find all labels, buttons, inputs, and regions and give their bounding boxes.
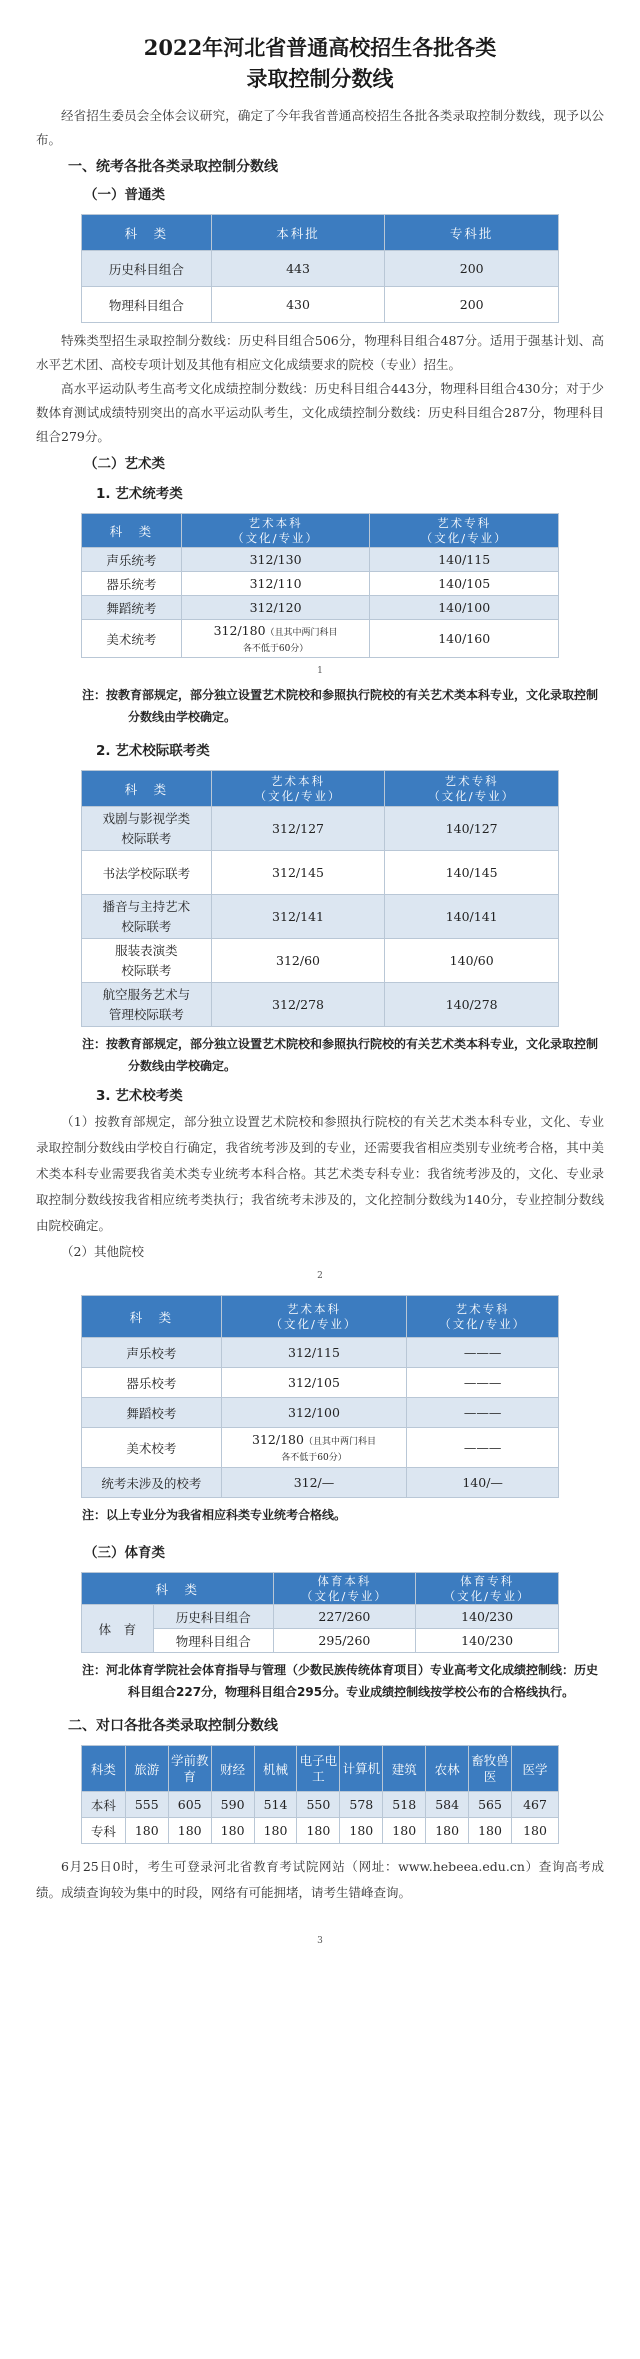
cell-footnote: （且其中两门科目 bbox=[303, 1436, 376, 1447]
header-line: 艺术专科 bbox=[455, 1301, 510, 1316]
header-line: 艺术专科 bbox=[437, 515, 492, 530]
art-unified-note: 注：按教育部规定，部分独立设置艺术院校和参照执行院校的有关艺术类本科专业，文化录取控制分数线由学校确定。 bbox=[82, 688, 599, 724]
table-header: 科 类 bbox=[82, 771, 212, 807]
table-header bbox=[370, 514, 559, 548]
table-cell: 统考未涉及的校考 bbox=[82, 1468, 222, 1498]
table-cell: 565 bbox=[469, 1792, 512, 1818]
table-header: 医学 bbox=[512, 1746, 559, 1792]
header-line: 体育本科 bbox=[317, 1573, 372, 1588]
cell-value: 312/180 bbox=[213, 622, 266, 638]
table-header: 机械 bbox=[254, 1746, 297, 1792]
table-cell: 美术统考 bbox=[82, 620, 182, 658]
table-cell: 312/145 bbox=[211, 851, 385, 895]
table-cell: 物理科目组合 bbox=[153, 1629, 273, 1653]
table-cell: 555 bbox=[125, 1792, 168, 1818]
doc-title bbox=[36, 32, 604, 94]
page-number: 1 bbox=[317, 666, 323, 676]
table-cell: ——— bbox=[407, 1428, 559, 1468]
cell-value: 312/180 bbox=[252, 1431, 304, 1447]
table-cell: 312/105 bbox=[221, 1368, 407, 1398]
cell-footnote: 各不低于60分） bbox=[242, 643, 309, 654]
section-heading-general: （一）普通类 bbox=[84, 187, 165, 203]
art-unified-table bbox=[81, 513, 559, 658]
section-heading-pe: （三）体育类 bbox=[84, 1545, 165, 1561]
header-line: 体育专科 bbox=[460, 1573, 515, 1588]
table-header bbox=[416, 1573, 559, 1605]
table-cell: 声乐统考 bbox=[82, 548, 182, 572]
table-cell: 美术校考 bbox=[82, 1428, 222, 1468]
table-cell: 140/230 bbox=[416, 1629, 559, 1653]
cell-footnote: （且其中两门科目 bbox=[265, 627, 338, 638]
title-line-1: 2022年河北省普通高校招生各批各类 bbox=[143, 35, 497, 60]
table-cell bbox=[221, 1428, 407, 1468]
vocational-table bbox=[81, 1745, 559, 1844]
table-cell: 312/— bbox=[221, 1468, 407, 1498]
special-type-paragraph: 特殊类型招生录取控制分数线：历史科目组合506分，物理科目组合487分。适用于强基计划、高水平艺术团、高校专项计划及其他有相应文化成绩要求的院校（专业）招生。 bbox=[36, 333, 604, 372]
table-cell: 312/278 bbox=[211, 983, 385, 1027]
cell-line: 服装表演类 bbox=[115, 942, 178, 958]
header-line: 艺术本科 bbox=[248, 515, 303, 530]
table-cell: 舞蹈统考 bbox=[82, 596, 182, 620]
header-line: 艺术本科 bbox=[271, 773, 326, 788]
page-number: 3 bbox=[317, 1936, 323, 1946]
table-cell: 312/60 bbox=[211, 939, 385, 983]
header-line: （文化/专业） bbox=[420, 530, 508, 545]
section-heading-unified: 一、统考各批各类录取控制分数线 bbox=[68, 159, 278, 175]
table-cell: 舞蹈校考 bbox=[82, 1398, 222, 1428]
table-cell: 430 bbox=[211, 287, 385, 323]
table-cell: 140/115 bbox=[370, 548, 559, 572]
table-cell bbox=[181, 620, 370, 658]
table-cell: 312/115 bbox=[221, 1338, 407, 1368]
table-cell: 514 bbox=[254, 1792, 297, 1818]
cell-line: 管理校际联考 bbox=[108, 1006, 184, 1022]
cell-line: 校际联考 bbox=[121, 962, 172, 978]
header-line: （文化/专业） bbox=[443, 1588, 531, 1603]
header-line: （文化/专业） bbox=[254, 788, 342, 803]
section-heading-art-joint: 2. 艺术校际联考类 bbox=[96, 743, 210, 759]
table-cell: 180 bbox=[512, 1818, 559, 1844]
table-cell: 专科 bbox=[82, 1818, 126, 1844]
table-header: 旅游 bbox=[125, 1746, 168, 1792]
table-cell: 605 bbox=[168, 1792, 211, 1818]
pe-note: 注：河北体育学院社会体育指导与管理（少数民族传统体育项目）专业高考文化成绩控制线：历史科目组合227分，物理科目组合295分。专业成绩控制线按学校公布的合格线执行。 bbox=[82, 1663, 599, 1699]
table-cell: 312/120 bbox=[181, 596, 370, 620]
table-cell-category: 体 育 bbox=[82, 1605, 154, 1653]
table-cell bbox=[82, 983, 212, 1027]
table-header: 科 类 bbox=[82, 215, 212, 251]
sports-team-paragraph: 高水平运动队考生高考文化成绩控制分数线：历史科目组合443分，物理科目组合430分；对于少数体育测试成绩特别突出的高水平运动队考生，文化成绩控制分数线：历史科目组合287分，物理科目组合279分。 bbox=[36, 381, 604, 444]
table-cell: ——— bbox=[407, 1398, 559, 1428]
table-cell: 140/— bbox=[407, 1468, 559, 1498]
table-cell bbox=[82, 807, 212, 851]
table-header: 财经 bbox=[211, 1746, 254, 1792]
table-header bbox=[407, 1296, 559, 1338]
table-cell: 180 bbox=[297, 1818, 340, 1844]
table-header: 电子电工 bbox=[297, 1746, 340, 1792]
table-header: 建筑 bbox=[383, 1746, 426, 1792]
table-cell: 467 bbox=[512, 1792, 559, 1818]
intro-paragraph: 经省招生委员会全体会议研究，确定了今年我省普通高校招生各批各类录取控制分数线，现予以公布。 bbox=[36, 108, 604, 147]
table-cell: 140/160 bbox=[370, 620, 559, 658]
art-school-paragraph: （1）按教育部规定，部分独立设置艺术院校和参照执行院校的有关艺术类本科专业，文化、专业录取控制分数线由学校自行确定，我省统考涉及到的专业，还需要我省相应类别专业统考合格，其中美术类本科专业需要我省美术类专业统考本科合格。其艺术类专科专业：我省统考涉及的，文化、专业录取控制分数线按我省相应统考类执行；我省统考未涉及的，文化控制分数线为140分，专业控制分数线由院校确定。 bbox=[36, 1114, 604, 1233]
table-cell: 140/145 bbox=[385, 851, 559, 895]
cell-line: 校际联考 bbox=[121, 830, 172, 846]
table-cell: 578 bbox=[340, 1792, 383, 1818]
cell-line: 校际联考 bbox=[121, 918, 172, 934]
page-number: 2 bbox=[317, 1271, 323, 1281]
table-cell: 550 bbox=[297, 1792, 340, 1818]
table-header bbox=[273, 1573, 416, 1605]
table-header bbox=[221, 1296, 407, 1338]
table-header: 科 类 bbox=[82, 1573, 274, 1605]
table-cell: 312/110 bbox=[181, 572, 370, 596]
table-header: 农林 bbox=[426, 1746, 469, 1792]
table-cell: 590 bbox=[211, 1792, 254, 1818]
table-cell: 140/127 bbox=[385, 807, 559, 851]
cell-line: 戏剧与影视学类 bbox=[102, 810, 191, 826]
table-cell: 器乐校考 bbox=[82, 1368, 222, 1398]
table-cell: 140/278 bbox=[385, 983, 559, 1027]
art-school-note: 注：以上专业分为我省相应科类专业统考合格线。 bbox=[82, 1508, 347, 1522]
section-heading-art-school: 3. 艺术校考类 bbox=[96, 1088, 183, 1104]
table-header: 科 类 bbox=[82, 1296, 222, 1338]
header-line: （文化/专业） bbox=[439, 1316, 527, 1331]
pe-table bbox=[81, 1572, 559, 1653]
table-cell: 180 bbox=[254, 1818, 297, 1844]
table-header bbox=[385, 771, 559, 807]
table-cell: 历史科目组合 bbox=[153, 1605, 273, 1629]
header-line: 艺术本科 bbox=[287, 1301, 341, 1316]
header-line: （文化/专业） bbox=[270, 1316, 358, 1331]
table-cell: 200 bbox=[385, 251, 559, 287]
header-line: （文化/专业） bbox=[232, 530, 320, 545]
table-cell: 443 bbox=[211, 251, 385, 287]
table-header: 本科批 bbox=[211, 215, 385, 251]
art-school-table bbox=[81, 1295, 559, 1498]
table-cell: 180 bbox=[469, 1818, 512, 1844]
table-cell: 140/141 bbox=[385, 895, 559, 939]
table-header: 科 类 bbox=[82, 514, 182, 548]
table-cell: 历史科目组合 bbox=[82, 251, 212, 287]
table-cell: ——— bbox=[407, 1338, 559, 1368]
header-line: （文化/专业） bbox=[300, 1588, 388, 1603]
table-cell: 518 bbox=[383, 1792, 426, 1818]
header-line: 艺术专科 bbox=[444, 773, 499, 788]
table-cell bbox=[82, 939, 212, 983]
table-header: 专科批 bbox=[385, 215, 559, 251]
table-cell: 180 bbox=[211, 1818, 254, 1844]
table-cell: 200 bbox=[385, 287, 559, 323]
section-heading-art: （二）艺术类 bbox=[84, 456, 165, 472]
table-cell: 书法学校际联考 bbox=[82, 851, 212, 895]
table-cell: ——— bbox=[407, 1368, 559, 1398]
table-header: 畜牧兽医 bbox=[469, 1746, 512, 1792]
general-score-table bbox=[81, 214, 559, 323]
table-cell: 140/100 bbox=[370, 596, 559, 620]
table-header bbox=[181, 514, 370, 548]
title-line-2: 录取控制分数线 bbox=[246, 66, 394, 91]
table-cell: 312/127 bbox=[211, 807, 385, 851]
table-header bbox=[211, 771, 385, 807]
table-cell: 312/141 bbox=[211, 895, 385, 939]
other-schools-label: （2）其他院校 bbox=[61, 1244, 144, 1259]
table-cell: 584 bbox=[426, 1792, 469, 1818]
header-line: （文化/专业） bbox=[428, 788, 516, 803]
table-header: 科类 bbox=[82, 1746, 126, 1792]
table-cell: 器乐统考 bbox=[82, 572, 182, 596]
table-cell: 180 bbox=[168, 1818, 211, 1844]
section-heading-vocational: 二、对口各批各类录取控制分数线 bbox=[68, 1718, 278, 1734]
footer-paragraph: 6月25日0时，考生可登录河北省教育考试院网站（网址：www.hebeea.edu.cn）查询高考成绩。成绩查询较为集中的时段，网络有可能拥堵，请考生错峰查询。 bbox=[36, 1859, 604, 1900]
table-header: 学前教育 bbox=[168, 1746, 211, 1792]
table-cell: 295/260 bbox=[273, 1629, 416, 1653]
table-cell: 312/100 bbox=[221, 1398, 407, 1428]
table-cell: 180 bbox=[383, 1818, 426, 1844]
table-cell: 声乐校考 bbox=[82, 1338, 222, 1368]
table-cell: 本科 bbox=[82, 1792, 126, 1818]
table-cell: 140/230 bbox=[416, 1605, 559, 1629]
table-cell: 312/130 bbox=[181, 548, 370, 572]
table-cell: 180 bbox=[340, 1818, 383, 1844]
cell-footnote: 各不低于60分） bbox=[281, 1452, 347, 1463]
table-cell: 140/60 bbox=[385, 939, 559, 983]
art-joint-note: 注：按教育部规定，部分独立设置艺术院校和参照执行院校的有关艺术类本科专业，文化录取控制分数线由学校确定。 bbox=[82, 1037, 599, 1073]
table-cell: 180 bbox=[426, 1818, 469, 1844]
table-cell: 物理科目组合 bbox=[82, 287, 212, 323]
table-cell: 180 bbox=[125, 1818, 168, 1844]
table-cell: 140/105 bbox=[370, 572, 559, 596]
cell-line: 播音与主持艺术 bbox=[102, 898, 191, 914]
table-header: 计算机 bbox=[340, 1746, 383, 1792]
art-joint-table bbox=[81, 770, 559, 1027]
table-cell bbox=[82, 895, 212, 939]
table-cell: 227/260 bbox=[273, 1605, 416, 1629]
section-heading-art-unified: 1. 艺术统考类 bbox=[96, 486, 183, 502]
cell-line: 航空服务艺术与 bbox=[102, 986, 191, 1002]
